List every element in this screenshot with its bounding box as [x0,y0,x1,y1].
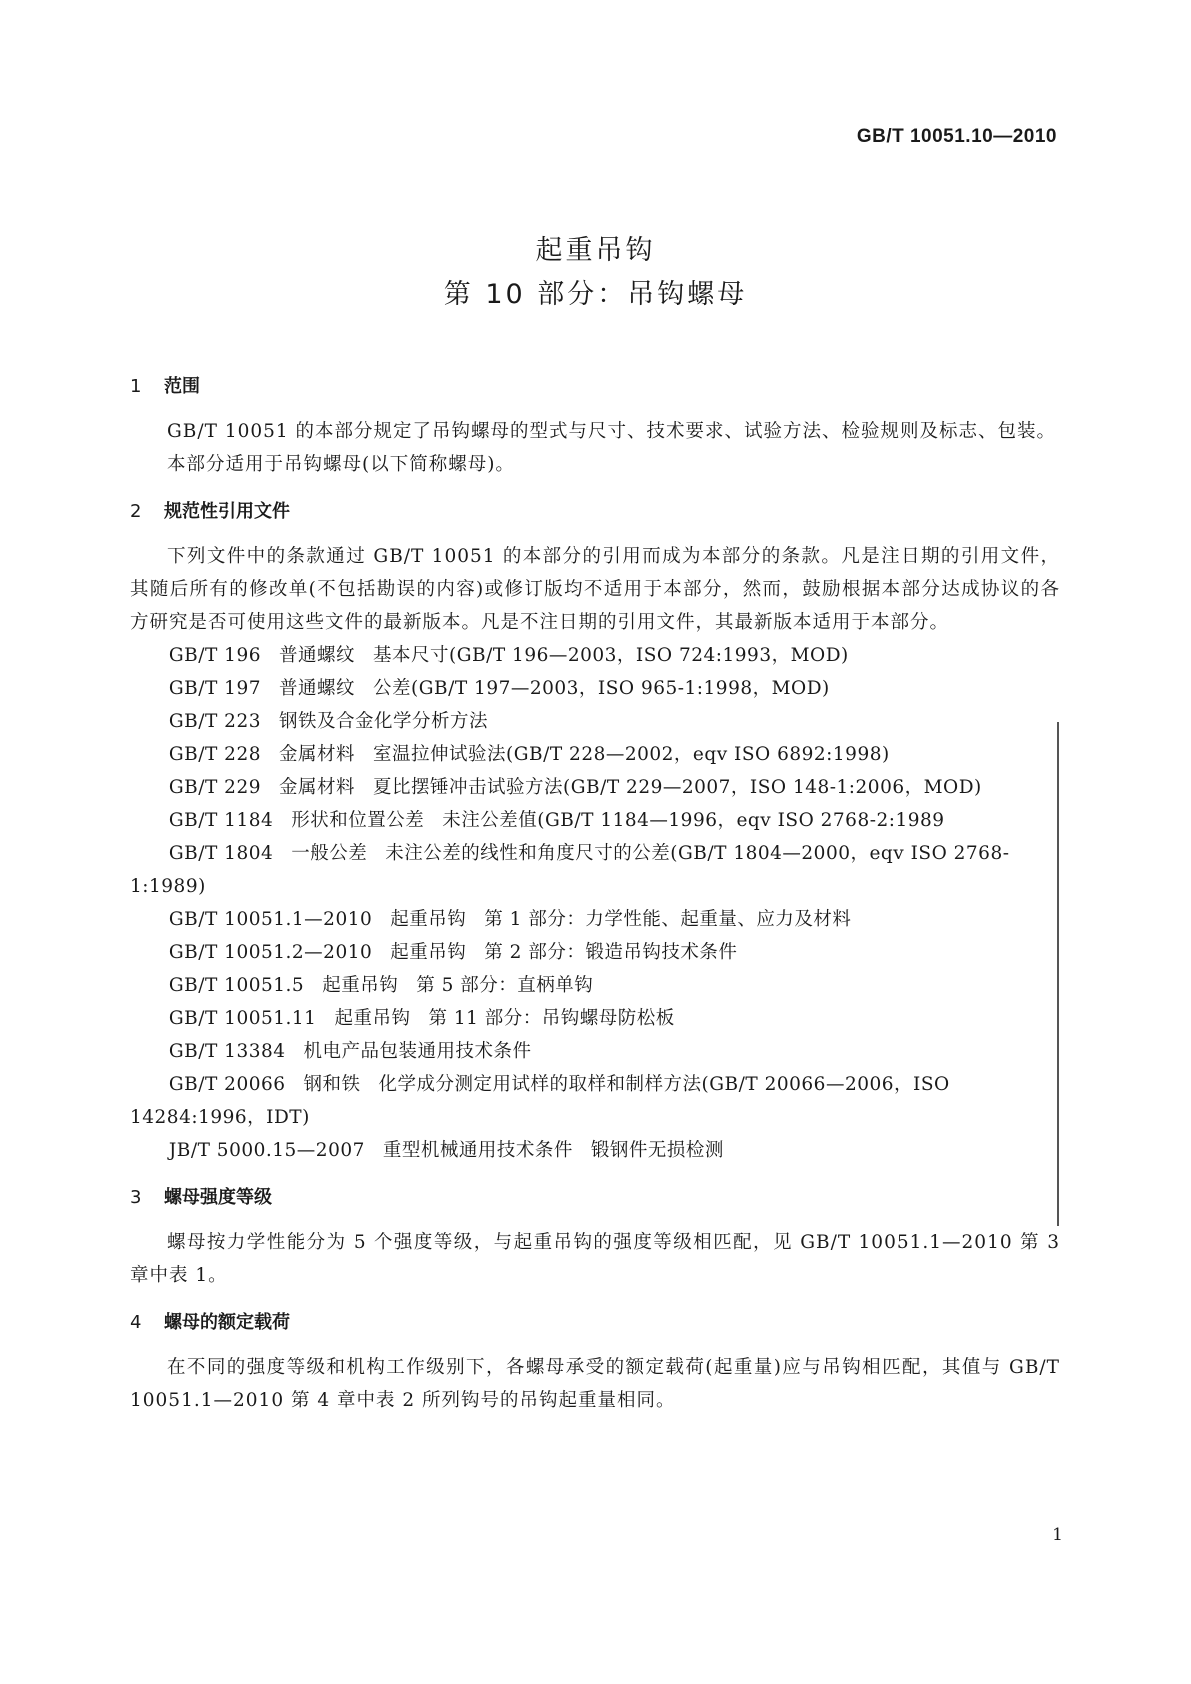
reference-item [130,1035,1060,1068]
reference-code: GB/T 196 [168,645,261,666]
reference-code: GB/T 13384 [168,1041,286,1062]
reference-code: GB/T 10051.2—2010 [168,942,373,963]
revision-change-bar [1057,722,1059,1226]
reference-title: 金属材料 [278,744,355,765]
reference-item [130,705,1060,738]
reference-subtitle: 基本尺寸(GB/T 196—2003，ISO 724:1993，MOD) [373,645,849,666]
reference-title: 起重吊钩 [322,975,399,996]
reference-title: 普通螺纹 [278,645,355,666]
reference-item [130,969,1060,1002]
section-body [130,540,1060,1167]
section-title: 螺母强度等级 [164,1187,272,1208]
paragraph: 下列文件中的条款通过 GB/T 10051 的本部分的引用而成为本部分的条款。凡是注日期的引用文件，其随后所有的修改单(不包括勘误的内容)或修订版均不适用于本部分，然而，鼓励根据本部分达成协议的各方研究是否可使用这些文件的最新版本。凡是不注日期的引用文件，其最新版本适用于本部分。 [130,546,1060,633]
reference-item [130,738,1060,771]
section-number: 1 [130,376,142,397]
section-heading [130,370,1060,403]
reference-title: 钢和铁 [303,1074,361,1095]
reference-subtitle: 第 2 部分：锻造吊钩技术条件 [484,942,738,963]
reference-code: GB/T 10051.5 [168,975,305,996]
reference-title: 起重吊钩 [334,1008,411,1029]
reference-code: GB/T 1184 [168,810,274,831]
reference-item [130,1134,1060,1167]
reference-code: JB/T 5000.15—2007 [168,1140,365,1161]
paragraph: 螺母按力学性能分为 5 个强度等级，与起重吊钩的强度等级相匹配，见 GB/T 10051.1—2010 第 3 章中表 1。 [130,1232,1060,1286]
reference-subtitle: 夏比摆锤冲击试验方法(GB/T 229—2007，ISO 148-1:2006，MOD) [373,777,982,798]
reference-item [130,639,1060,672]
reference-item [130,837,1060,903]
reference-subtitle: 公差(GB/T 197—2003，ISO 965-1:1998，MOD) [373,678,830,699]
reference-title: 钢铁及合金化学分析方法 [278,711,488,732]
reference-subtitle: 第 1 部分：力学性能、起重量、应力及材料 [484,909,852,930]
section-title: 规范性引用文件 [164,501,290,522]
reference-code: GB/T 10051.11 [168,1008,317,1029]
section-heading [130,1306,1060,1339]
reference-item [130,1002,1060,1035]
reference-item [130,1068,1060,1134]
paragraph: GB/T 10051 的本部分规定了吊钩螺母的型式与尺寸、技术要求、试验方法、检验规则及标志、包装。 [167,421,1057,442]
section-title: 范围 [164,376,200,397]
reference-title: 起重吊钩 [390,942,467,963]
reference-title: 起重吊钩 [390,909,467,930]
reference-item [130,804,1060,837]
reference-code: GB/T 10051.1—2010 [168,909,373,930]
page-number: 1 [1052,1525,1063,1545]
reference-code: GB/T 20066 [168,1074,286,1095]
reference-subtitle: 未注公差的线性和角度尺寸的公差(GB/T 1804—2000，eqv ISO 2768-1:1989) [130,843,1010,897]
document-subtitle: 第 10 部分：吊钩螺母 [443,279,748,310]
reference-item [130,936,1060,969]
section-heading [130,495,1060,528]
standard-code: GB/T 10051.10—2010 [856,126,1057,147]
section-body [130,1226,1060,1292]
paragraph: 在不同的强度等级和机构工作级别下，各螺母承受的额定载荷(起重量)应与吊钩相匹配，其值与 GB/T 10051.1—2010 第 4 章中表 2 所列钩号的吊钩起重量相同。 [130,1357,1060,1411]
reference-code: GB/T 229 [168,777,261,798]
section-heading [130,1181,1060,1214]
document-title: 起重吊钩 [535,235,656,266]
reference-code: GB/T 228 [168,744,261,765]
reference-title: 一般公差 [291,843,368,864]
reference-code: GB/T 1804 [168,843,274,864]
reference-subtitle: 锻钢件无损检测 [590,1140,724,1161]
section-number: 4 [130,1312,142,1333]
section-number: 3 [130,1187,142,1208]
reference-subtitle: 未注公差值(GB/T 1184—1996，eqv ISO 2768-2:1989 [442,810,945,831]
reference-title: 重型机械通用技术条件 [382,1140,573,1161]
section-body [130,415,1060,481]
reference-title: 金属材料 [278,777,355,798]
reference-title: 形状和位置公差 [291,810,425,831]
section-body [130,1351,1060,1417]
reference-subtitle: 化学成分测定用试样的取样和制样方法(GB/T 20066—2006，ISO 14284:1996，IDT) [130,1074,950,1128]
reference-subtitle: 第 11 部分：吊钩螺母防松板 [428,1008,675,1029]
reference-item [130,672,1060,705]
document-body [130,370,1060,1431]
reference-subtitle: 室温拉伸试验法(GB/T 228—2002，eqv ISO 6892:1998) [373,744,890,765]
section-number: 2 [130,501,142,522]
reference-code: GB/T 197 [168,678,261,699]
reference-item [130,771,1060,804]
paragraph: 本部分适用于吊钩螺母(以下简称螺母)。 [167,454,515,475]
reference-code: GB/T 223 [168,711,261,732]
reference-title: 普通螺纹 [278,678,355,699]
reference-item [130,903,1060,936]
section-title: 螺母的额定载荷 [164,1312,290,1333]
reference-subtitle: 第 5 部分：直柄单钩 [416,975,594,996]
reference-title: 机电产品包装通用技术条件 [303,1041,532,1062]
